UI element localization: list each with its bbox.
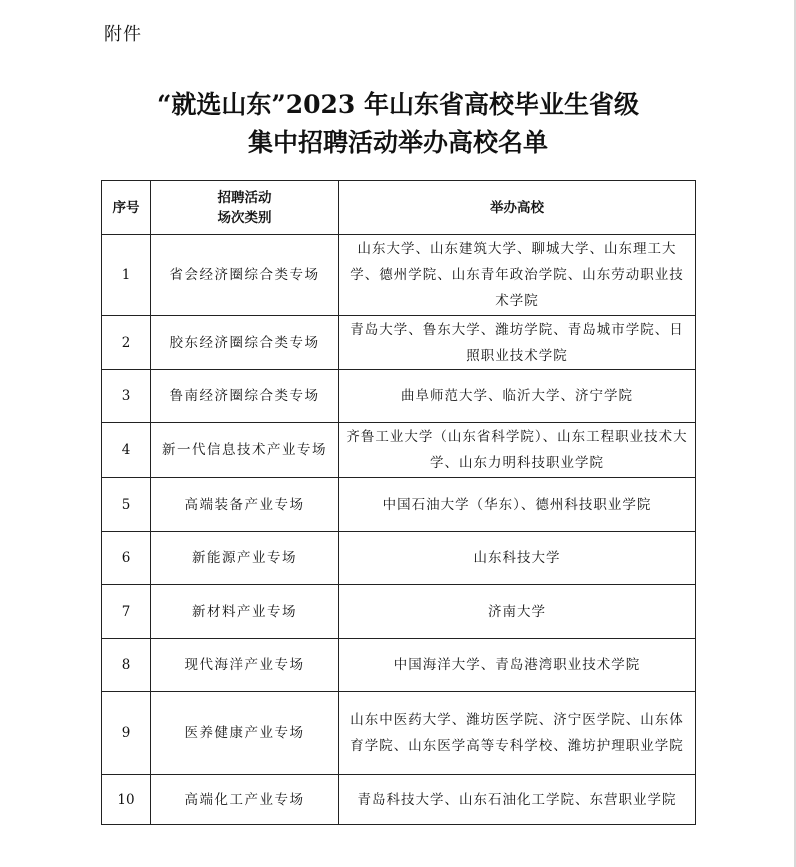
table-row	[102, 775, 696, 825]
row-category: 医养健康产业专场	[151, 692, 339, 775]
table-header-row	[102, 181, 696, 235]
header-schools: 举办高校	[339, 181, 696, 235]
row-number: 4	[102, 423, 151, 478]
row-category: 省会经济圈综合类专场	[151, 235, 339, 316]
header-category-line1: 招聘活动	[217, 189, 272, 206]
row-number: 10	[102, 775, 151, 825]
row-number: 7	[102, 585, 151, 639]
title-line-2: 集中招聘活动举办高校名单	[247, 128, 548, 157]
row-schools: 山东科技大学	[339, 532, 696, 585]
table-row	[102, 639, 696, 692]
row-number: 9	[102, 692, 151, 775]
row-schools: 齐鲁工业大学（山东省科学院）、山东工程职业技术大学、山东力明科技职业学院	[339, 423, 696, 478]
row-schools: 山东大学、山东建筑大学、聊城大学、山东理工大学、德州学院、山东青年政治学院、山东劳动职业技术学院	[339, 235, 696, 316]
table-row	[102, 316, 696, 370]
table-row	[102, 370, 696, 423]
row-category: 新材料产业专场	[151, 585, 339, 639]
row-number: 8	[102, 639, 151, 692]
header-category-line2: 场次类别	[217, 209, 272, 226]
table-row	[102, 532, 696, 585]
row-schools: 山东中医药大学、潍坊医学院、济宁医学院、山东体育学院、山东医学高等专科学校、潍坊护理职业学院	[339, 692, 696, 775]
row-number: 1	[102, 235, 151, 316]
row-schools: 中国石油大学（华东）、德州科技职业学院	[339, 478, 696, 532]
row-category: 新能源产业专场	[151, 532, 339, 585]
row-number: 3	[102, 370, 151, 423]
table-row	[102, 585, 696, 639]
row-number: 2	[102, 316, 151, 370]
header-category	[151, 181, 339, 235]
row-schools: 青岛科技大学、山东石油化工学院、东营职业学院	[339, 775, 696, 825]
table-row	[102, 692, 696, 775]
table-row	[102, 423, 696, 478]
row-category: 胶东经济圈综合类专场	[151, 316, 339, 370]
row-category: 鲁南经济圈综合类专场	[151, 370, 339, 423]
row-schools: 青岛大学、鲁东大学、潍坊学院、青岛城市学院、日照职业技术学院	[339, 316, 696, 370]
row-category: 现代海洋产业专场	[151, 639, 339, 692]
row-number: 5	[102, 478, 151, 532]
row-number: 6	[102, 532, 151, 585]
attachment-label: 附件	[104, 24, 142, 45]
row-schools: 曲阜师范大学、临沂大学、济宁学院	[339, 370, 696, 423]
table-row	[102, 478, 696, 532]
row-category: 高端化工产业专场	[151, 775, 339, 825]
row-category: 新一代信息技术产业专场	[151, 423, 339, 478]
document-title	[0, 86, 796, 162]
row-schools: 中国海洋大学、青岛港湾职业技术学院	[339, 639, 696, 692]
row-schools: 济南大学	[339, 585, 696, 639]
row-category: 高端装备产业专场	[151, 478, 339, 532]
schools-table	[101, 180, 696, 825]
title-line-1: “就选山东”2023 年山东省高校毕业生省级	[156, 90, 640, 119]
header-index: 序号	[102, 181, 151, 235]
table-row	[102, 235, 696, 316]
